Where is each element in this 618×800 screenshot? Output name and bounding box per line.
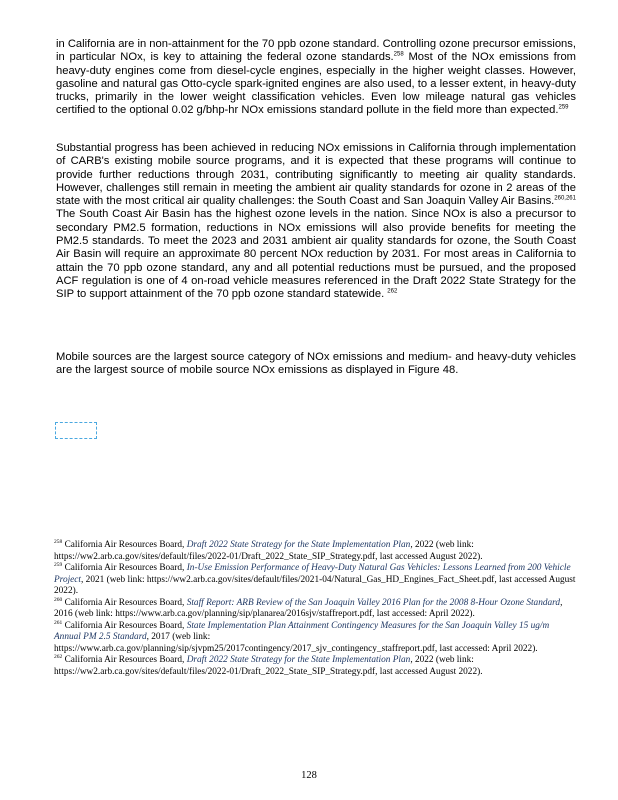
- footnotes: [54, 540, 576, 678]
- footnote-details[interactable]: , 2021 (web link: https://ww2.arb.ca.gov/sites/default/files/2021-04/Natural_Gas_HD_Engines_Fact_Sheet.pdf, last accessed August 2022).: [54, 574, 576, 596]
- footnote-item: [54, 621, 576, 656]
- paragraph-mobile-sources: [56, 351, 576, 378]
- paragraph-text: in California are in non-attainment for the 70 ppb ozone standard. Controlling ozone precursor emissions, in particular NOx, is key to attaining the federal ozone standards.: [56, 38, 576, 64]
- footnote-author: California Air Resources Board,: [64, 563, 187, 573]
- paragraph-text: Mobile sources are the largest source category of NOx emissions and medium- and heavy-duty vehicles are the largest source of mobile source NOx emissions as displayed in Figure 48.: [56, 351, 576, 377]
- paragraph-nox-progress: [56, 142, 576, 302]
- footnote-item: [54, 655, 576, 678]
- footnote-number: 262: [54, 653, 63, 660]
- footnote-ref[interactable]: 262: [387, 288, 398, 295]
- footnote-author: California Air Resources Board,: [64, 620, 187, 631]
- footnote-item: [54, 598, 576, 621]
- footnote-item: [54, 563, 576, 598]
- footnote-author: California Air Resources Board,: [64, 655, 187, 665]
- footnote-item: [54, 540, 576, 563]
- footnote-ref[interactable]: 258: [393, 51, 404, 58]
- paragraph-text: Substantial progress has been achieved in reducing NOx emissions in California through implementation of CARB's existing mobile source programs, and it is expected that these programs will continue to provide further reductions through 2031, contributing significantly to meeting air quality standards. However, challenges still remain in meeting the ambient air quality standards for ozone in 2 areas of the state with the most critical air quality challenges: the South Coast and San Joaquin Valley Air Basins.: [56, 142, 576, 208]
- paragraph-text: The South Coast Air Basin has the highest ozone levels in the nation. Since NOx is also a precursor to secondary PM2.5 formation, reductions in NOx emissions will also provide benefits for meeting the PM2.5 standards. To meet the 2023 and 2031 ambient air quality standards for ozone, the South Coast Air Basin will require an approximate 80 percent NOx reduction by 2031. For most areas in California to attain the 70 ppb ozone standard, any and all potential reductions must be pursued, and the proposed ACF regulation is one of 4 on-road vehicle measures referenced in the Draft 2022 State Strategy for the SIP to support attainment of the 70 ppb ozone standard statewide.: [56, 208, 576, 301]
- paragraph-ozone-attainment: [56, 38, 576, 118]
- footnote-number: 261: [54, 619, 63, 626]
- footnote-number: 259: [54, 561, 63, 568]
- footnote-title: Draft 2022 State Strategy for the State Implementation Plan: [186, 655, 411, 665]
- footnote-title: In-Use Emission Performance of Heavy-Duty Natural Gas Vehicles: Lessons Learned from 200 Vehicle Project: [54, 563, 571, 585]
- footnote-details[interactable]: , 2022 (web link: https://ww2.arb.ca.gov/sites/default/files/2022-01/Draft_2022_State_SIP_Strategy.pdf, last accessed August 2022).: [54, 540, 483, 562]
- footnote-title: Staff Report: ARB Review of the San Joaquin Valley 2016 Plan for the 2008 8-Hour Ozone Standard: [186, 597, 561, 608]
- paragraph-text: Most of the NOx emissions from heavy-duty engines come from diesel-cycle engines, especially in the higher weight classes. However, gasoline and natural gas Otto-cycle spark-ignited engines are also used, to a lesser extent, in heavy-duty trucks, primarily in the lower weight classification vehicles. Even low mileage natural gas vehicles certified to the optional 0.02 g/bhp-hr NOx emissions standard pollute in the field more than expected.: [56, 51, 576, 117]
- footnote-title: State Implementation Plan Attainment Contingency Measures for the San Joaquin Valley 15 ug/m Annual PM 2.5 Standard: [54, 620, 550, 642]
- footnote-ref[interactable]: 260,261: [554, 195, 576, 202]
- footnote-details[interactable]: , 2017 (web link: https://www.arb.ca.gov/planning/sip/sjvpm25/2017contingency/2017_sjv_contingency_staffreport.pdf, last accessed: April 2022).: [54, 632, 538, 654]
- footnote-title: Draft 2022 State Strategy for the State Implementation Plan: [186, 540, 411, 550]
- footnote-author: California Air Resources Board,: [64, 540, 187, 550]
- footnote-details[interactable]: , 2016 (web link: https://www.arb.ca.gov/planning/sip/planarea/2016sjv/staffreport.pdf, last accessed: April 2022).: [54, 597, 563, 619]
- footnote-details[interactable]: , 2022 (web link: https://ww2.arb.ca.gov/sites/default/files/2022-01/Draft_2022_State_SIP_Strategy.pdf, last accessed August 2022).: [54, 655, 483, 677]
- footnote-ref[interactable]: 259: [558, 104, 569, 111]
- figure-placeholder[interactable]: [55, 422, 97, 439]
- footnote-number: 260: [54, 596, 63, 603]
- footnote-author: California Air Resources Board,: [64, 597, 187, 608]
- page-number: 128: [301, 770, 317, 781]
- footnote-number: 258: [54, 538, 63, 545]
